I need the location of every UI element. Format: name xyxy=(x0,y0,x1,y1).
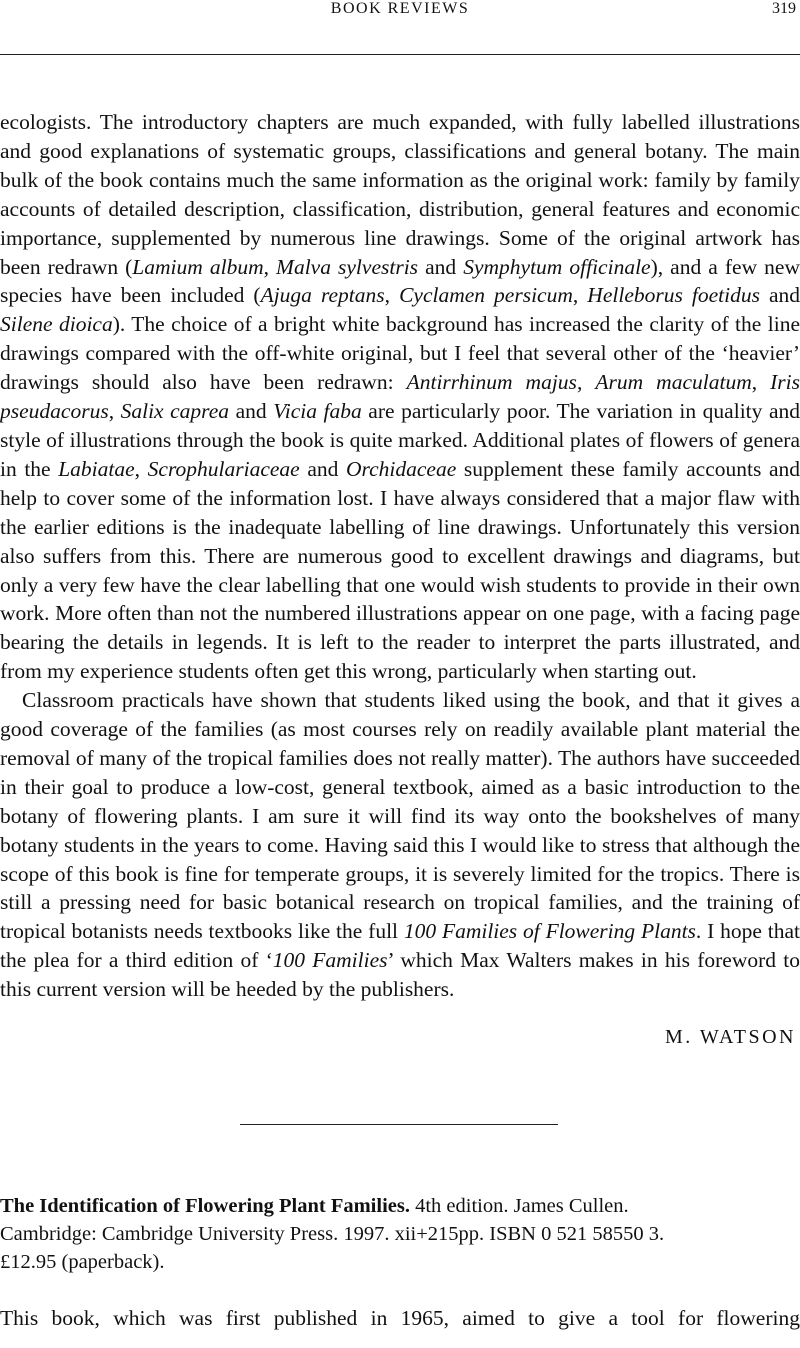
text-run: ecologists. The introductory chapters are much expanded, with fully labelled illustrations and good explanations of systematic groups, classifications and general botany. The main bulk of the book contains much the same information as the original work: family by family accounts of detailed description, classification, distribution, general features and economic importance, supplemented by numerous line drawings. Some of the original artwork has been redrawn ( xyxy=(0,110,800,279)
book-citation xyxy=(0,1192,800,1276)
text-run: and xyxy=(759,283,800,308)
citation-line-2: Cambridge: Cambridge University Press. 1997. xii+215pp. ISBN 0 521 58550 3. xyxy=(0,1223,665,1245)
next-review-first-line: This book, which was first published in 1965, aimed to give a tool for flowering xyxy=(0,1306,800,1330)
species-name: Antirrhinum majus xyxy=(406,370,577,395)
text-run: , xyxy=(751,370,771,395)
review-paragraph-2 xyxy=(0,686,800,1004)
text-run: ’ which Max Walters makes in his foreword to this current version will be heeded by the publishers. xyxy=(0,948,800,1002)
text-run: , xyxy=(576,370,596,395)
species-name: Iris pseudacorus xyxy=(0,370,800,424)
family-name: Orchidaceae xyxy=(346,456,457,481)
text-run: and xyxy=(229,399,274,424)
citation-line-1 xyxy=(0,1192,800,1220)
text-run: , xyxy=(108,399,121,424)
species-name: Lamium album xyxy=(132,254,264,279)
text-run: supplement these family accounts and help to cover some of the information lost. I have always considered that a major flaw with the earlier editions is the inadequate labelling of line drawings. Unfortunately this version also suffers from this. There are numerous good to excellent drawings and diagrams, but only a very few have the clear labelling that one would wish students to provide in their own work. More often than not the numbered illustrations appear on one page, with a facing page bearing the details in legends. It is left to the reader to interpret the parts illustrated, and from my experience students often get this wrong, particularly when starting out. xyxy=(0,456,800,684)
book-title: 100 Families xyxy=(272,948,388,973)
species-name: Helleborus foetidus xyxy=(587,283,760,308)
family-name: Scrophulariaceae xyxy=(147,456,300,481)
text-run: , xyxy=(263,254,277,279)
text-run: are particularly poor. The variation in quality and style of illustrations through the book is quite marked. Additional plates of flowers of genera in the xyxy=(0,399,800,481)
text-run: and xyxy=(299,456,347,481)
header-rule xyxy=(0,54,800,55)
text-run: , xyxy=(572,283,588,308)
running-head-title: BOOK REVIEWS xyxy=(330,0,470,17)
citation-edition-author: 4th edition. James Cullen. xyxy=(409,1195,629,1217)
species-name: Arum maculatum xyxy=(595,370,752,395)
species-name: Cyclamen persicum xyxy=(399,283,573,308)
text-run: Classroom practicals have shown that students liked using the book, and that it gives a good coverage of the families (as most courses rely on readily available plant material the removal of many of the tropical families does not really matter). The authors have succeeded in their goal to produce a low-cost, general textbook, aimed as a basic introduction to the botany of flowering plants. I am sure it will find its way onto the bookshelves of many botany students in the years to come. Having said this I would like to stress that although the scope of this book is fine for temperate groups, it is severely limited for the tropics. There is still a pressing need for basic botanical research on tropical families, and the training of tropical botanists needs textbooks like the full xyxy=(0,688,800,944)
family-name: Labiatae xyxy=(58,456,135,481)
species-name: Silene dioica xyxy=(0,312,113,337)
section-separator xyxy=(240,1124,558,1125)
text-run: ). The choice of a bright white background has increased the clarity of the line drawings compared with the off-white original, but I feel that several other of the ‘heavier’ drawings should also have been redrawn: xyxy=(0,312,800,395)
cited-book-title: The Identification of Flowering Plant Families. xyxy=(0,1195,410,1217)
citation-line-3: £12.95 (paperback). xyxy=(0,1251,165,1273)
page-number: 319 xyxy=(772,0,796,17)
reviewer-signature: M. WATSON xyxy=(664,1026,796,1048)
text-run: and xyxy=(418,254,464,279)
review-paragraph-1 xyxy=(0,108,800,686)
text-run: . I hope that the plea for a third edition of ‘ xyxy=(0,919,800,973)
species-name: Vicia faba xyxy=(273,399,362,424)
species-name: Symphytum officinale xyxy=(463,254,651,279)
text-run: , xyxy=(384,283,400,308)
running-head xyxy=(0,0,800,22)
species-name: Salix caprea xyxy=(120,399,230,424)
text-run: ), and a few new species have been included ( xyxy=(0,254,800,308)
species-name: Ajuga reptans xyxy=(260,283,385,308)
text-run: , xyxy=(134,456,148,481)
book-title: 100 Families of Flowering Plants xyxy=(403,919,696,944)
species-name: Malva sylvestris xyxy=(276,254,419,279)
review-body xyxy=(0,108,800,1004)
